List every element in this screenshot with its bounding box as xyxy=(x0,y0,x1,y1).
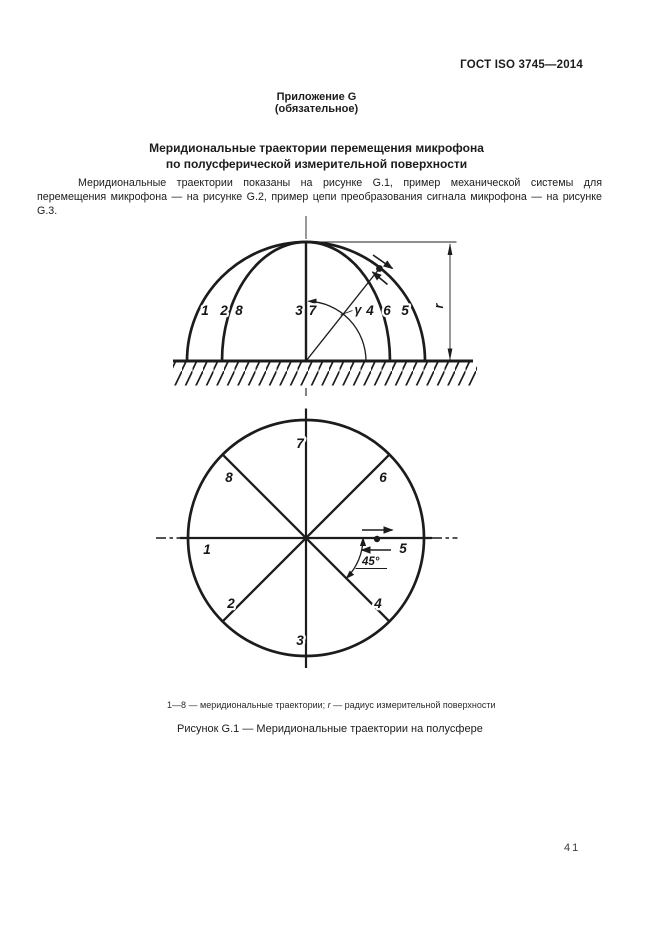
gamma-angle-label: γ xyxy=(354,303,362,317)
section-title-line2: по полусферической измерительной поверхности xyxy=(165,157,468,171)
hemisphere-label-2: 2 xyxy=(220,303,228,318)
hemisphere-label-4: 4 xyxy=(366,303,374,318)
topview-label-6: 6 xyxy=(379,470,387,485)
figure-legend xyxy=(167,700,496,710)
legend-prefix: 1—8 — меридиональные траектории; xyxy=(167,700,328,710)
ground-hatch xyxy=(173,363,477,386)
annex-type-note: (обязательное) xyxy=(274,103,359,115)
section-title-line1: Меридиональные траектории перемещения микрофона xyxy=(149,141,484,155)
topview-label-3: 3 xyxy=(296,633,304,648)
legend-suffix: — радиус измерительной поверхности xyxy=(330,700,496,710)
standard-reference: ГОСТ ISO 3745—2014 xyxy=(460,59,583,71)
angle-45-label: 45° xyxy=(362,556,380,568)
hemisphere-label-5: 5 xyxy=(401,303,409,318)
legend-radius-symbol: r xyxy=(327,700,331,710)
microphone-position-dot xyxy=(376,265,383,272)
hemisphere-label-3: 3 xyxy=(295,303,303,318)
topview-label-4: 4 xyxy=(374,596,382,611)
topview-label-1: 1 xyxy=(203,542,211,557)
topview-label-7: 7 xyxy=(296,436,304,451)
motion-arrow-down-icon xyxy=(373,255,393,269)
angle-45-arc xyxy=(346,538,363,578)
hemisphere-label-6: 6 xyxy=(383,303,391,318)
topview-label-5: 5 xyxy=(399,541,407,556)
topview-label-2: 2 xyxy=(227,596,235,611)
radius-dimension-label: r xyxy=(432,303,446,309)
figure-caption: Рисунок G.1 — Меридиональные траектории на полусфере xyxy=(177,723,483,735)
hemisphere-label-7: 7 xyxy=(308,303,317,318)
topview-label-8: 8 xyxy=(225,470,233,485)
page-number: 41 xyxy=(564,842,581,854)
hemisphere-side-view-figure xyxy=(140,210,490,400)
microphone-position-dot xyxy=(374,536,380,542)
body-paragraph: Меридиональные траектории показаны на рисунке G.1, пример механической системы для перемещения микрофона — на рисунке G.2, пример цепи преобразования сигнала микрофона — на рисунке G.3. xyxy=(37,177,602,217)
trajectories-top-view-figure xyxy=(140,405,490,690)
section-title xyxy=(37,140,596,172)
annex-label: Приложение G xyxy=(276,91,357,103)
hemisphere-label-8: 8 xyxy=(235,303,243,318)
hemisphere-label-1: 1 xyxy=(201,303,209,318)
